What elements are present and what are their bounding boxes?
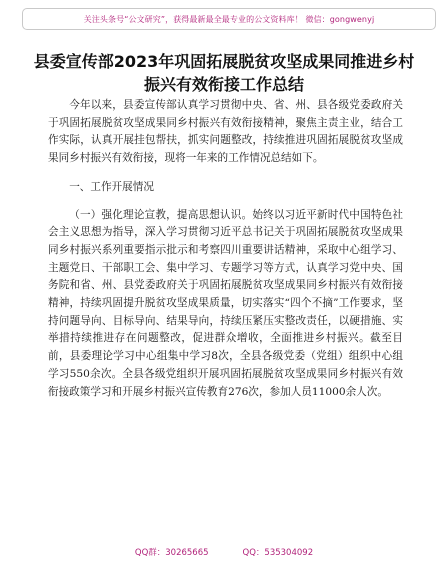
document-body	[48, 97, 403, 401]
document-title: 县委宣传部2023年巩固拓展脱贫攻坚成果同推进乡村振兴有效衔接工作总结	[33, 52, 415, 94]
footer-contact	[0, 546, 448, 558]
intro-paragraph: 今年以来，县委宣传部认真学习贯彻中央、省、州、县各级党委政府关于巩固拓展脱贫攻坚成果同乡村振兴有效衔接精神，聚焦主责主业，结合工作实际，认真开展挂包帮扶，抓实问题整改，持续推进巩固拓展脱贫攻坚成果同乡村振兴有效衔接，现将一年来的工作情况总结如下。	[48, 99, 403, 165]
promo-banner-text: 关注头条号“公文研究”，获得最新最全最专业的公文资料库！ 微信：gongwenyj	[83, 14, 375, 24]
body-paragraph: （一）强化理论宣教，提高思想认识。始终以习近平新时代中国特色社会主义思想为指导，深入学习贯彻习近平总书记关于巩固拓展脱贫攻坚成果同乡村振兴系列重要指示批示和考察四川重要讲话精神，采取中心组学习、主题党日、干部职工会、集中学习、专题学习等方式，认真学习党中央、国务院和省、州、县党委政府关于巩固拓展脱贫攻坚成果同乡村振兴有效衔接精神，持续巩固提升脱贫攻坚成果质量，切实落实“四个不摘”工作要求，坚持问题导向、目标导向、结果导向，持续压紧压实整改责任，以硬措施、实举措持续推进存在问题整改，促进群众增收，全面推进乡村振兴。截至目前，县委理论学习中心组集中学习8次，全县各级党委（党组）组织中心组学习550余次。全县各级党组织开展巩固拓展脱贫攻坚成果同乡村振兴有效衔接政策学习和开展乡村振兴宣传教育276次，参加人员11000余人次。	[48, 208, 403, 398]
promo-banner	[22, 8, 436, 30]
footer-qq-group: QQ群：30265665	[134, 548, 209, 558]
footer-qq: QQ：535304092	[242, 548, 314, 558]
section-heading: 一、工作开展情况	[69, 180, 154, 193]
